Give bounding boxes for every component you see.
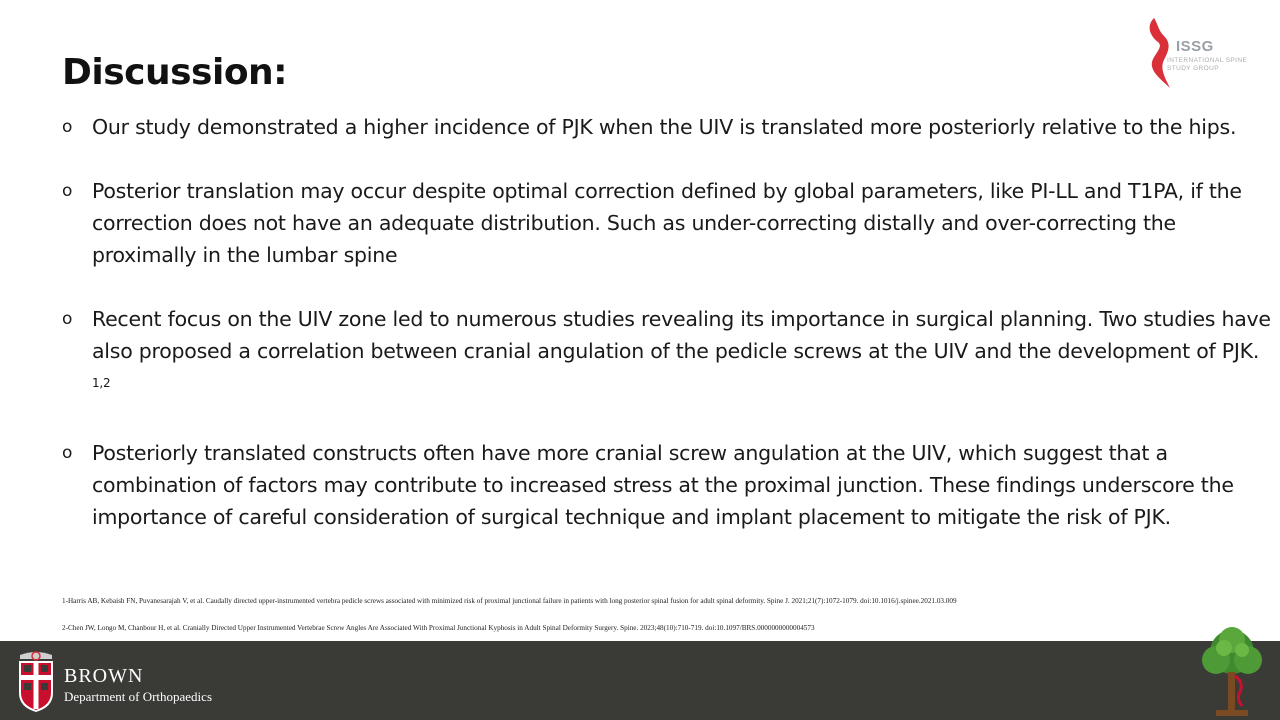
bullet-marker-icon: o [62, 309, 73, 329]
bullet-marker-icon: o [62, 443, 73, 463]
slide-title: Discussion: [62, 52, 288, 93]
orthopaedic-tree-icon [1196, 626, 1268, 718]
issg-logo-subtitle: INTERNATIONAL SPINE STUDY GROUP [1167, 57, 1248, 72]
reference-1: 1-Harris AB, Kebaish FN, Puvanesarajah V, et al. Caudally directed upper-instrumented vertebra pedicle screws associated with minimized risk of proximal junctional failure in patients with long posterior spinal fusion for adult spinal deformity. Spine J. 2021;21(7):1072-1079. doi:10.1016/j.spinee.2021.03.009 [62, 597, 957, 605]
brown-shield-icon [16, 649, 56, 713]
bullet-list [62, 111, 1272, 565]
reference-2: 2-Chen JW, Longo M, Chanbour H, et al. Cranially Directed Upper Instrumented Vertebrae Screw Angles Are Associated With Proximal Junctional Kyphosis in Adult Spinal Deformity Surgery. Spine. 2023;48(10):710-719. doi:10.1097/BRS.0000000000004573 [62, 624, 815, 632]
bullet-item [62, 303, 1272, 405]
bullet-marker-icon: o [62, 117, 73, 137]
bullet-text: Our study demonstrated a higher incidence of PJK when the UIV is translated more posteriorly relative to the hips. [92, 115, 1237, 139]
bullet-text: Posteriorly translated constructs often have more cranial screw angulation at the UIV, which suggest that a combination of factors may contribute to increased stress at the proximal junction. These findings underscore the importance of careful consideration of surgical technique and implant placement to mitigate the risk of PJK. [92, 441, 1234, 529]
footer-bar [0, 641, 1280, 720]
bullet-marker-icon: o [62, 181, 73, 201]
bullet-item [62, 175, 1272, 271]
bullet-item [62, 111, 1272, 143]
bullet-text: Posterior translation may occur despite optimal correction defined by global parameters, like PI-LL and T1PA, if the correction does not have an adequate distribution. Such as under-correcting distally and over-correcting the proximally in the lumbar spine [92, 179, 1242, 267]
citation-superscript: 1,2 [92, 376, 111, 390]
institution-name: BROWN [64, 665, 144, 687]
issg-logo-name: ISSG [1176, 38, 1214, 55]
department-name: Department of Orthopaedics [64, 689, 213, 704]
bullet-text: Recent focus on the UIV zone led to numerous studies revealing its importance in surgical planning. Two studies have also proposed a correlation between cranial angulation of the pedicle screws at the UIV and the development of PJK. [92, 307, 1271, 363]
bullet-item [62, 437, 1272, 533]
